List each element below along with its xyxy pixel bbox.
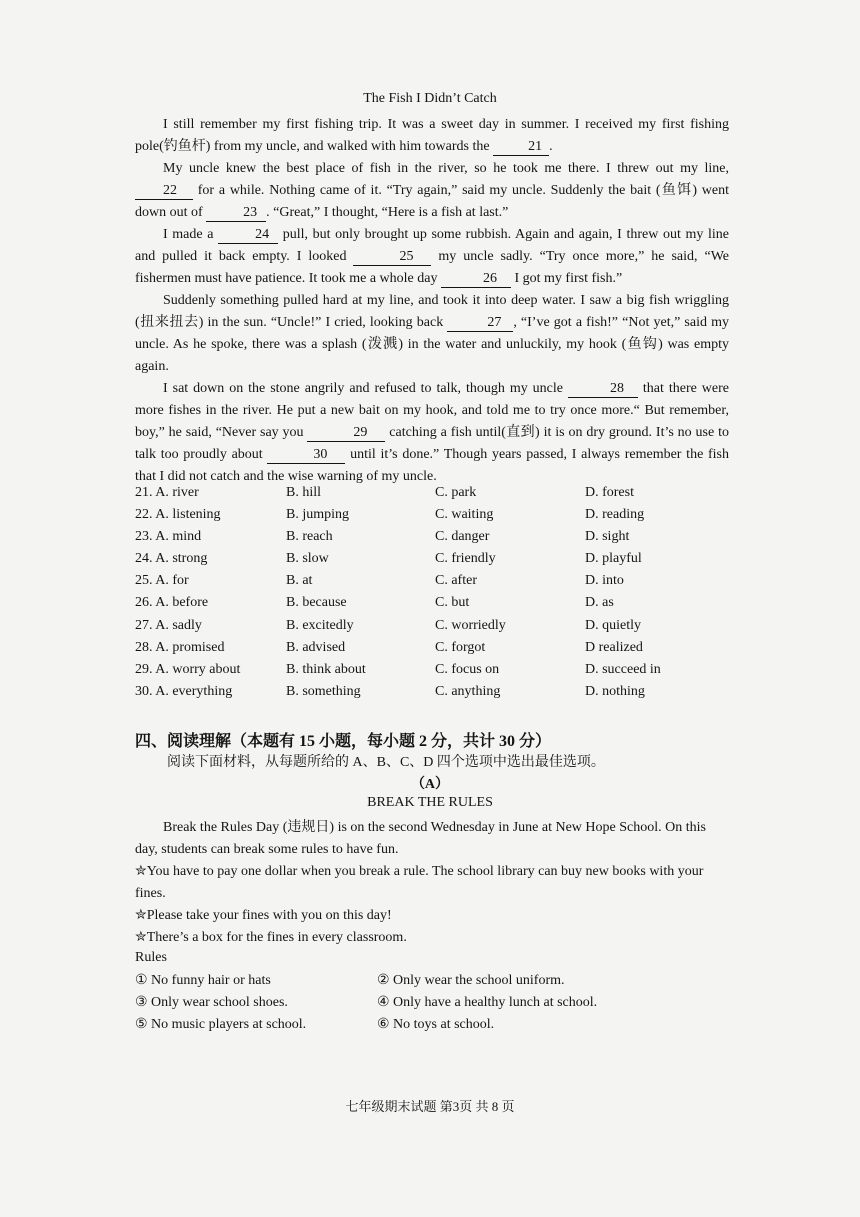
rule-row <box>135 972 735 994</box>
part-label: （A） <box>410 777 450 792</box>
option-a: 28. A. promised <box>135 639 225 655</box>
option-a: 26. A. before <box>135 595 209 611</box>
text: I made a <box>163 227 219 242</box>
option-row-26 <box>135 595 735 617</box>
option-d: D. forest <box>585 485 634 500</box>
paragraph-4 <box>135 290 729 378</box>
rule-row <box>135 994 735 1016</box>
text: My uncle knew the best place of fish in the river, so he took me there. I threw out my line, <box>163 161 729 176</box>
blank-21: 21 <box>493 138 549 156</box>
option-d: D. nothing <box>585 683 645 699</box>
blank-24: 24 <box>218 226 278 244</box>
option-c: C. focus on <box>435 661 500 677</box>
option-a: 24. A. strong <box>135 551 208 567</box>
text: I sat down on the stone angrily and refused to talk, though my uncle <box>163 381 568 396</box>
option-row-29 <box>135 662 735 684</box>
reading-a <box>135 817 729 949</box>
option-d: D realized <box>585 639 643 655</box>
option-a: 29. A. worry about <box>135 661 241 677</box>
option-d: D. sight <box>585 529 630 545</box>
option-d: D. quietly <box>585 617 641 633</box>
text: . <box>549 139 553 154</box>
note-3 <box>135 927 729 949</box>
note-text: You have to pay one dollar when you break a rule. The school library can buy new books with your fines. <box>135 864 704 901</box>
paragraph-1 <box>135 114 729 158</box>
option-a: 25. A. for <box>135 573 189 589</box>
option-c: C. waiting <box>435 507 494 523</box>
option-row-28 <box>135 640 735 662</box>
option-a: 27. A. sadly <box>135 617 202 633</box>
text: my uncle sadly. “Try once more,” he said, “We fishermen must have patience. It took me a whole day <box>135 249 729 286</box>
rules-heading-row <box>135 950 735 972</box>
option-c: C. worriedly <box>435 617 506 633</box>
blank-28: 28 <box>568 380 638 398</box>
rule-item: ⑤ No music players at school. <box>135 1017 307 1032</box>
option-row-22 <box>135 507 735 529</box>
rules-list <box>135 950 735 1038</box>
option-c: C. forgot <box>435 639 486 655</box>
reading-title: BREAK THE RULES <box>367 795 493 810</box>
option-c: C. park <box>435 485 477 500</box>
text: catching a fish until(直到) it is on dry ground. It’s no use to talk too proudly about <box>135 425 729 462</box>
blank-30: 30 <box>267 446 345 464</box>
answer-options <box>135 485 735 706</box>
text: for a while. Nothing came of it. “Try again,” said my uncle. Suddenly the bait (鱼饵) went down out of <box>135 183 729 220</box>
blank-26: 26 <box>441 270 511 288</box>
rule-row <box>135 1016 735 1038</box>
option-b: B. jumping <box>286 507 350 523</box>
page-footer: 七年级期末试题 第3页 共 8 页 <box>345 1099 515 1114</box>
option-row-21 <box>135 485 735 507</box>
rule-item: ④ Only have a healthy lunch at school. <box>377 995 598 1010</box>
reading-intro: Break the Rules Day (违规日) is on the second Wednesday in June at New Hope School. On this day, students can break some rules to have fun. <box>135 820 706 857</box>
note-text: Please take your fines with you on this day! <box>146 908 392 923</box>
passage-title: The Fish I Didn’t Catch <box>363 91 497 106</box>
option-row-24 <box>135 551 735 573</box>
rules-heading: Rules <box>135 950 167 965</box>
rule-item: ① No funny hair or hats <box>135 973 271 988</box>
option-d: D. playful <box>585 551 642 567</box>
option-a: 23. A. mind <box>135 529 202 545</box>
option-d: D. as <box>585 595 614 611</box>
option-c: C. friendly <box>435 551 496 567</box>
option-b: B. because <box>286 595 347 611</box>
cloze-passage <box>135 114 729 488</box>
rule-item: ③ Only wear school shoes. <box>135 995 288 1010</box>
text: until it’s done.” Though years passed, I always remember the fish that I did not catch and the wise warning of my uncle. <box>135 447 729 484</box>
star-icon: ✮ <box>135 930 147 945</box>
option-a: 21. A. river <box>135 485 199 500</box>
option-b: B. reach <box>286 529 333 545</box>
paragraph-3 <box>135 224 729 290</box>
option-b: B. at <box>286 573 313 589</box>
option-b: B. something <box>286 683 361 699</box>
blank-29: 29 <box>307 424 385 442</box>
option-b: B. slow <box>286 551 329 567</box>
text: that there were more fishes in the river. He put a new bait on my hook, and told me to try once more.“ But remember, boy,” he said, “Never say you <box>135 381 729 440</box>
blank-23: 23 <box>206 204 266 222</box>
option-a: 22. A. listening <box>135 507 221 523</box>
section-heading: 四、阅读理解（本题有 15 小题，每小题 2 分，共计 30 分） <box>135 733 552 750</box>
option-b: B. hill <box>286 485 322 500</box>
star-icon: ✮ <box>135 908 147 923</box>
paragraph-2 <box>135 158 729 224</box>
blank-22: 22 <box>135 182 193 200</box>
text: pull, but only brought up some rubbish. Again and again, I threw out my line and pulled it back empty. I looked <box>135 227 729 264</box>
option-b: B. excitedly <box>286 617 354 633</box>
option-d: D. reading <box>585 507 645 523</box>
option-c: C. after <box>435 573 477 589</box>
blank-25: 25 <box>353 248 431 266</box>
rule-item: ② Only wear the school uniform. <box>377 973 565 988</box>
option-d: D. into <box>585 573 624 589</box>
text: I got my first fish.” <box>510 271 623 286</box>
option-row-23 <box>135 529 735 551</box>
text: , “I’ve got a fish!” “Not yet,” said my uncle. As he spoke, there was a splash (泼溅) in the water and unluckily, my hook (鱼钩) was empty again. <box>135 315 729 374</box>
option-d: D. succeed in <box>585 661 661 677</box>
text: . “Great,” I thought, “Here is a fish at last.” <box>266 205 509 220</box>
option-row-27 <box>135 618 735 640</box>
option-b: B. advised <box>286 639 346 655</box>
blank-27: 27 <box>447 314 513 332</box>
rule-item: ⑥ No toys at school. <box>377 1017 495 1032</box>
text: I still remember my first fishing trip. It was a sweet day in summer. I received my first fishing pole(钓鱼杆) from my uncle, and walked with him towards the <box>135 117 729 154</box>
section-instruction: 阅读下面材料，从每题所给的 A、B、C、D 四个选项中选出最佳选项。 <box>167 755 605 770</box>
option-b: B. think about <box>286 661 366 677</box>
note-1 <box>135 861 729 905</box>
option-c: C. but <box>435 595 470 611</box>
text: Suddenly something pulled hard at my line, and took it into deep water. I saw a big fish wriggling (扭来扭去) in the sun. “Uncle!” I cried, looking back <box>135 293 729 330</box>
option-row-25 <box>135 573 735 595</box>
option-row-30 <box>135 684 735 706</box>
option-c: C. danger <box>435 529 490 545</box>
note-text: There’s a box for the fines in every classroom. <box>146 930 407 945</box>
star-icon: ✮ <box>135 864 147 879</box>
note-2 <box>135 905 729 927</box>
option-a: 30. A. everything <box>135 683 233 699</box>
paragraph-5 <box>135 378 729 488</box>
option-c: C. anything <box>435 683 501 699</box>
